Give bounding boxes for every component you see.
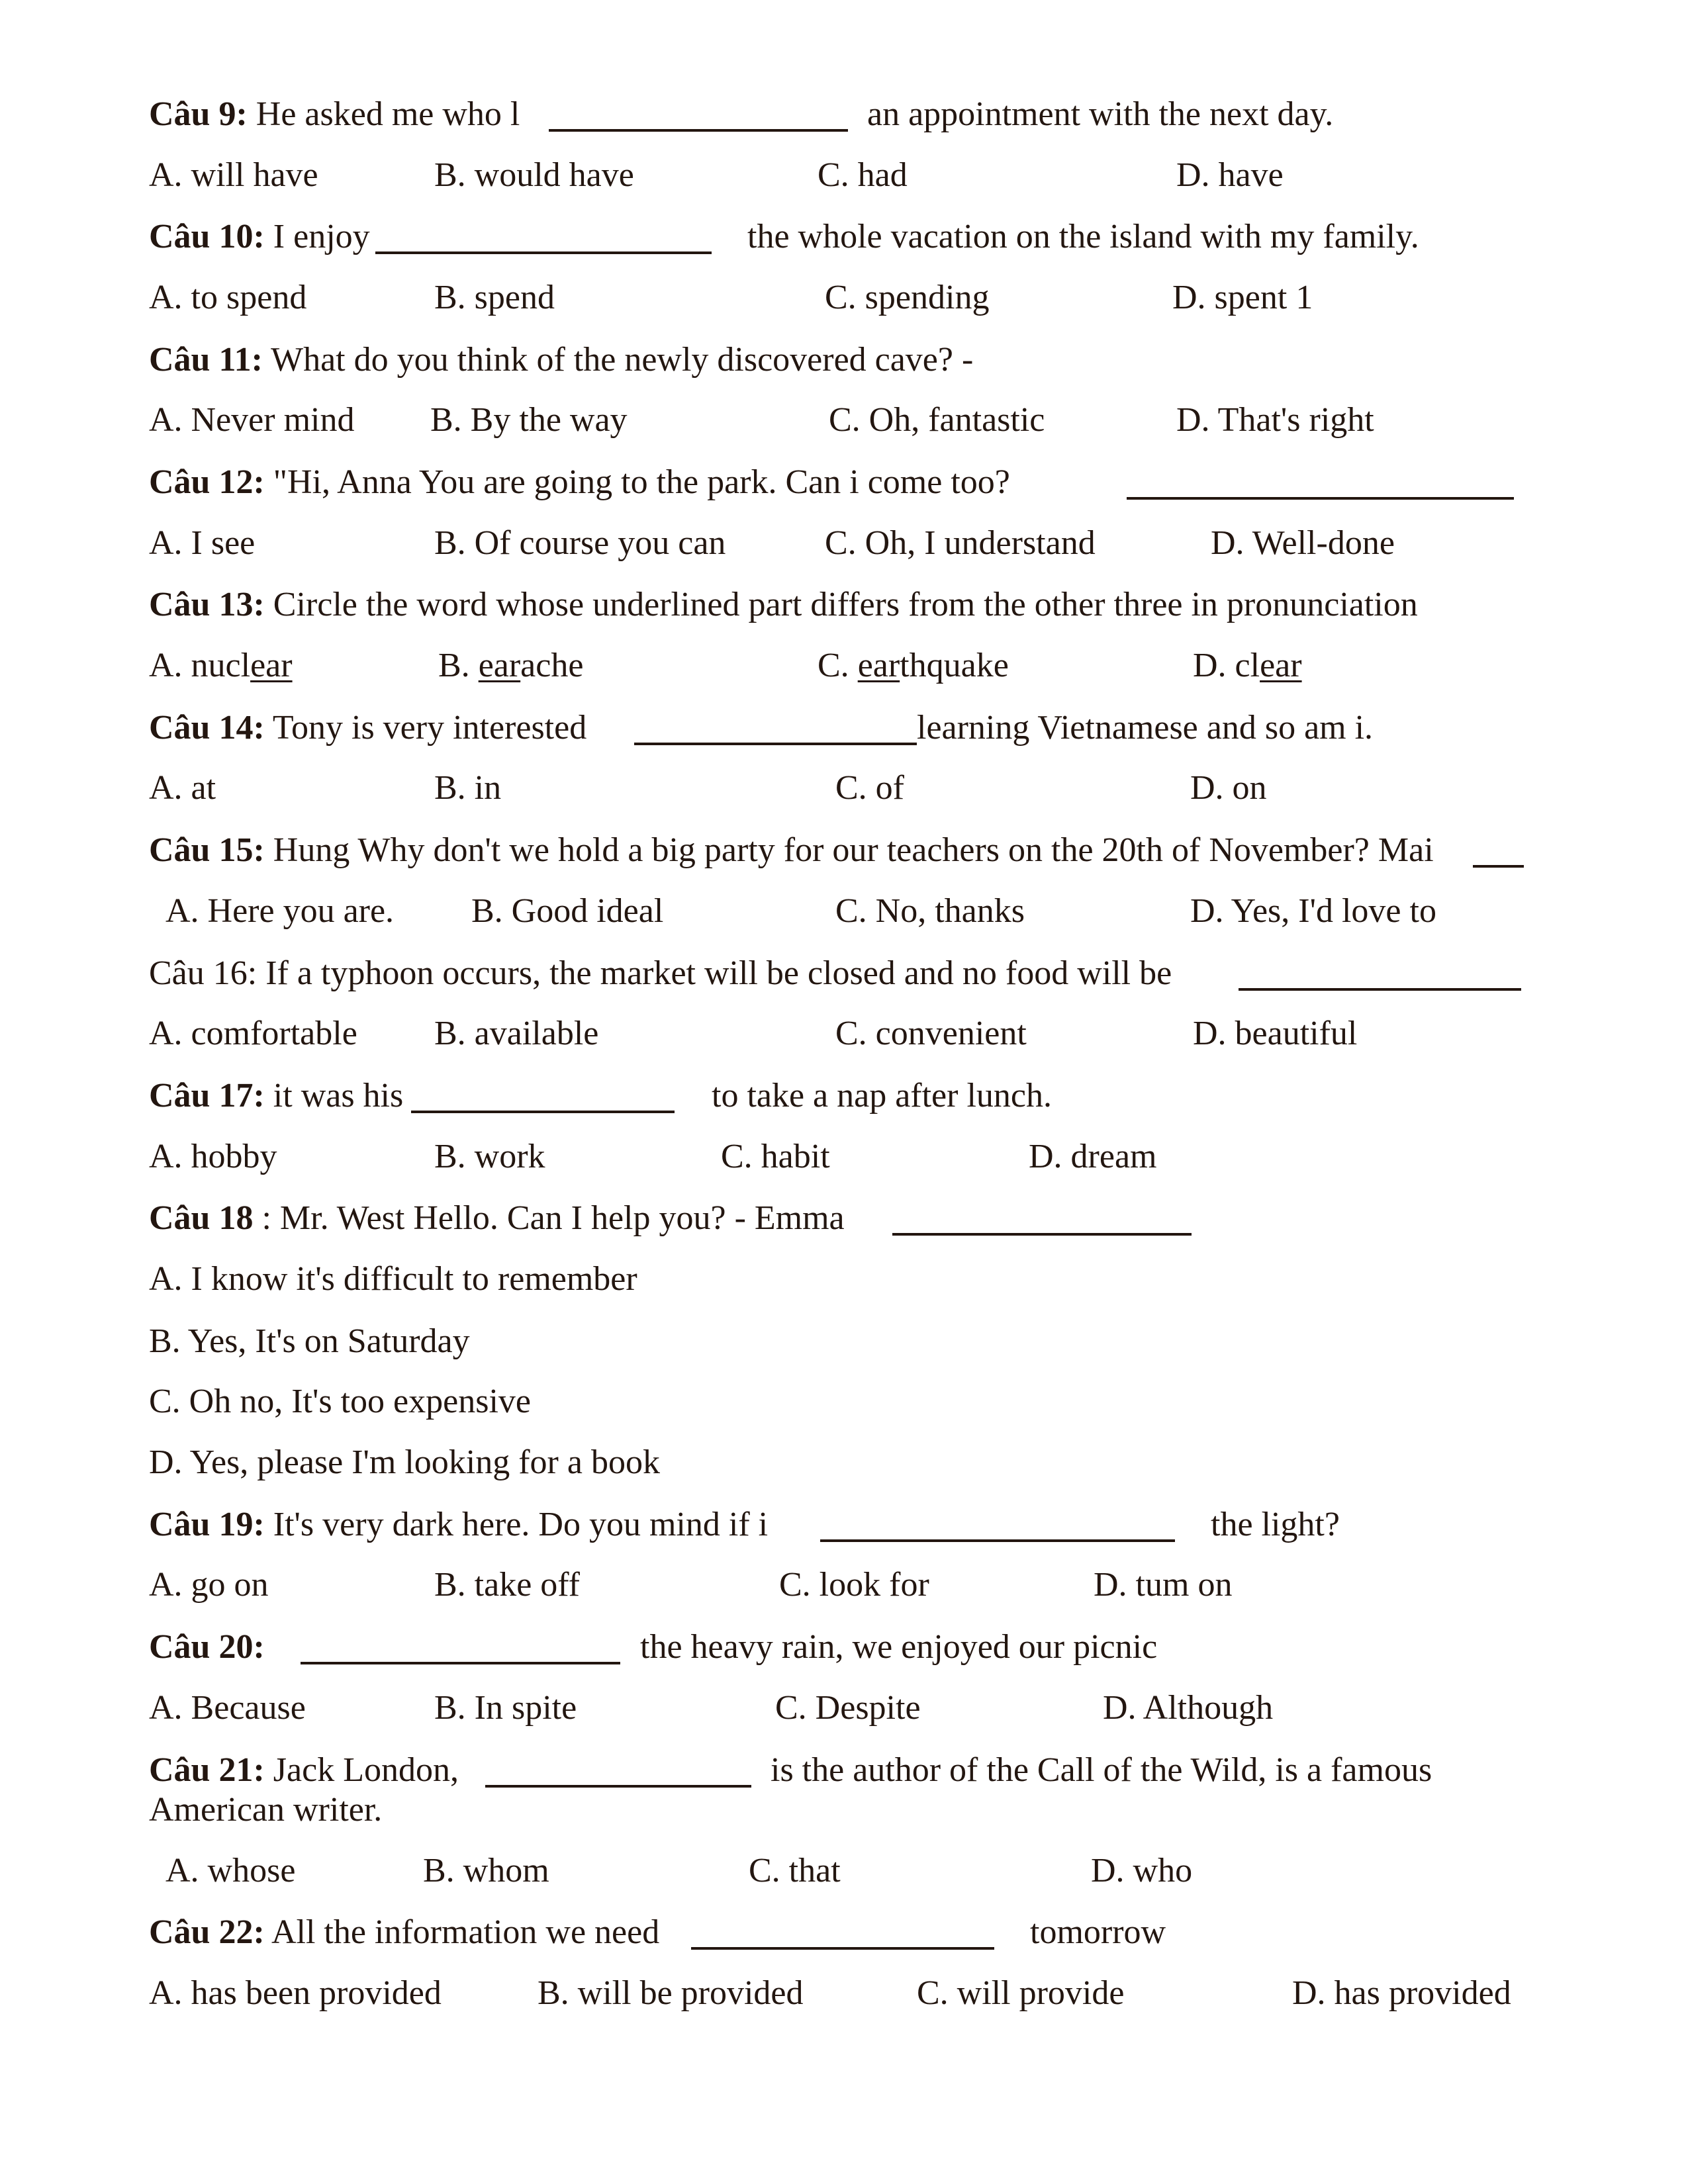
- question-number: Câu 10:: [149, 218, 265, 255]
- question-text: American writer.: [149, 1791, 383, 1829]
- question-number: Câu 19:: [149, 1506, 265, 1543]
- answer-blank[interactable]: [485, 1785, 751, 1788]
- question-stem-21: [149, 1751, 459, 1790]
- question-number: Câu 16:: [149, 954, 258, 992]
- answer-option[interactable]: C. Oh, I understand: [825, 524, 1096, 562]
- answer-blank[interactable]: [1473, 865, 1524, 868]
- question-number: Câu 15:: [149, 831, 265, 869]
- question-text: It's very dark here. Do you mind if i: [273, 1506, 769, 1543]
- answer-option[interactable]: D. who: [1091, 1852, 1193, 1889]
- answer-option[interactable]: A. I know it's difficult to remember: [149, 1260, 637, 1298]
- question-number: Câu 14:: [149, 709, 265, 747]
- question-text: learning Vietnamese and so am i.: [917, 709, 1374, 747]
- answer-blank[interactable]: [892, 1233, 1192, 1236]
- question-stem-22: [1030, 1913, 1166, 1952]
- question-stem-21: [149, 1790, 382, 1830]
- answer-option[interactable]: D. Although: [1103, 1689, 1274, 1727]
- answer-option[interactable]: B. By the way: [430, 401, 628, 439]
- question-stem-15: [149, 831, 1434, 870]
- underlined-part: ear: [478, 647, 521, 684]
- question-text: : Mr. West Hello. Can I help you? - Emma: [261, 1199, 845, 1237]
- answer-option[interactable]: D. have: [1176, 156, 1284, 194]
- answer-option[interactable]: B. Good ideal: [471, 892, 664, 930]
- question-text: an appointment with the next day.: [867, 95, 1334, 133]
- question-stem-12: [149, 463, 1010, 502]
- answer-option[interactable]: B. in: [434, 769, 502, 807]
- answer-blank[interactable]: [375, 251, 712, 254]
- question-stem-9: [867, 95, 1333, 134]
- question-stem-19: [1211, 1505, 1340, 1545]
- answer-option[interactable]: B. will be provided: [538, 1974, 804, 2012]
- answer-option[interactable]: A. whose: [165, 1852, 296, 1889]
- answer-option[interactable]: D. beautiful: [1193, 1015, 1358, 1052]
- answer-option[interactable]: D. dream: [1029, 1138, 1157, 1175]
- answer-blank[interactable]: [549, 129, 848, 132]
- answer-option[interactable]: B. spend: [434, 279, 555, 316]
- answer-option[interactable]: C. that: [749, 1852, 841, 1889]
- answer-option[interactable]: D. tum on: [1094, 1566, 1233, 1604]
- answer-option[interactable]: [818, 646, 1009, 686]
- question-number: Câu 13:: [149, 586, 265, 623]
- question-text: I enjoy: [273, 218, 370, 255]
- answer-option[interactable]: D. Yes, please I'm looking for a book: [149, 1443, 660, 1481]
- question-number: Câu 20:: [149, 1628, 265, 1666]
- question-stem-20: [640, 1627, 1157, 1667]
- question-text: to take a nap after lunch.: [712, 1077, 1052, 1115]
- question-text: All the information we need: [271, 1913, 660, 1951]
- answer-option[interactable]: A. will have: [149, 156, 318, 194]
- answer-blank[interactable]: [691, 1947, 994, 1950]
- answer-option[interactable]: B. Of course you can: [434, 524, 726, 562]
- option-text: ache: [520, 647, 584, 684]
- underlined-part: ear: [857, 647, 900, 684]
- question-text: the heavy rain, we enjoyed our picnic: [640, 1628, 1158, 1666]
- question-number: Câu 22:: [149, 1913, 265, 1951]
- underlined-part: ear: [1260, 647, 1302, 684]
- question-stem-11: [149, 340, 973, 380]
- answer-option[interactable]: A. at: [149, 769, 216, 807]
- answer-option[interactable]: A. has been provided: [149, 1974, 442, 2012]
- answer-option[interactable]: A. hobby: [149, 1138, 277, 1175]
- answer-option[interactable]: A. Because: [149, 1689, 306, 1727]
- answer-option[interactable]: C. of: [835, 769, 904, 807]
- answer-option[interactable]: A. I see: [149, 524, 256, 562]
- question-number: Câu 18: [149, 1199, 254, 1237]
- answer-option[interactable]: D. Well-done: [1211, 524, 1395, 562]
- question-number: Câu 9:: [149, 95, 248, 133]
- answer-option[interactable]: C. Despite: [775, 1689, 921, 1727]
- answer-option[interactable]: B. would have: [434, 156, 634, 194]
- answer-blank[interactable]: [820, 1539, 1175, 1542]
- answer-option[interactable]: C. No, thanks: [835, 892, 1025, 930]
- answer-option[interactable]: [438, 646, 583, 686]
- answer-option[interactable]: D. That's right: [1176, 401, 1374, 439]
- question-stem-17: [149, 1076, 403, 1116]
- question-stem-18: [149, 1199, 845, 1238]
- answer-option[interactable]: [149, 646, 293, 686]
- option-text: D. cl: [1193, 647, 1260, 684]
- question-text: the whole vacation on the island with my family.: [747, 218, 1419, 255]
- answer-option[interactable]: C. Oh, fantastic: [829, 401, 1045, 439]
- answer-blank[interactable]: [1239, 988, 1521, 991]
- answer-option[interactable]: B. Yes, It's on Saturday: [149, 1322, 470, 1360]
- answer-option[interactable]: B. In spite: [434, 1689, 577, 1727]
- question-text: He asked me who l: [256, 95, 520, 133]
- question-number: Câu 11:: [149, 341, 263, 379]
- answer-blank[interactable]: [301, 1662, 620, 1664]
- question-stem-17: [712, 1076, 1052, 1116]
- answer-option[interactable]: A. comfortable: [149, 1015, 357, 1052]
- answer-option[interactable]: D. on: [1190, 769, 1267, 807]
- question-text: Hung Why don't we hold a big party for our teachers on the 20th of November? Mai: [273, 831, 1434, 869]
- answer-blank[interactable]: [411, 1111, 675, 1113]
- answer-option[interactable]: [1193, 646, 1302, 686]
- question-stem-9: [149, 95, 520, 134]
- option-text: thquake: [900, 647, 1009, 684]
- question-text: is the author of the Call of the Wild, is a famous: [771, 1751, 1432, 1789]
- answer-option[interactable]: D. has provided: [1292, 1974, 1511, 2012]
- question-stem-19: [149, 1505, 768, 1545]
- answer-option[interactable]: D. spent 1: [1172, 279, 1313, 316]
- question-stem-10: [747, 217, 1419, 257]
- question-stem-14: [149, 708, 586, 748]
- answer-option[interactable]: C. spending: [825, 279, 990, 316]
- answer-option[interactable]: C. look for: [779, 1566, 929, 1604]
- question-stem-20: [149, 1627, 265, 1667]
- option-text: B.: [438, 647, 479, 684]
- question-text: Circle the word whose underlined part differs from the other three in pronunciation: [273, 586, 1418, 623]
- answer-blank[interactable]: [634, 743, 917, 745]
- question-stem-10: [149, 217, 370, 257]
- question-text: "Hi, Anna You are going to the park. Can i come too?: [273, 463, 1010, 501]
- answer-option[interactable]: B. available: [434, 1015, 599, 1052]
- question-stem-13: [149, 585, 1418, 625]
- question-number: Câu 12:: [149, 463, 265, 501]
- answer-option[interactable]: D. Yes, I'd love to: [1190, 892, 1436, 930]
- question-stem-22: [149, 1913, 659, 1952]
- question-text: What do you think of the newly discovered cave? -: [270, 341, 974, 379]
- question-stem-21: [771, 1751, 1432, 1790]
- question-number: Câu 17:: [149, 1077, 265, 1115]
- answer-blank[interactable]: [1127, 497, 1514, 500]
- answer-option[interactable]: A. to spend: [149, 279, 307, 316]
- option-text: C.: [818, 647, 858, 684]
- answer-option[interactable]: B. work: [434, 1138, 545, 1175]
- question-stem-16: [149, 954, 1172, 993]
- question-text: If a typhoon occurs, the market will be closed and no food will be: [265, 954, 1172, 992]
- question-stem-14: [917, 708, 1373, 748]
- question-text: the light?: [1211, 1506, 1340, 1543]
- question-text: it was his: [273, 1077, 404, 1115]
- answer-option[interactable]: C. convenient: [835, 1015, 1027, 1052]
- answer-option[interactable]: C. Oh no, It's too expensive: [149, 1383, 531, 1420]
- answer-option[interactable]: C. habit: [721, 1138, 830, 1175]
- question-text: Tony is very interested: [272, 709, 587, 747]
- underlined-part: ear: [250, 647, 293, 684]
- answer-option[interactable]: C. had: [818, 156, 908, 194]
- answer-option[interactable]: A. go on: [149, 1566, 269, 1604]
- question-number: Câu 21:: [149, 1751, 265, 1789]
- answer-option[interactable]: B. take off: [434, 1566, 580, 1604]
- question-text: Jack London,: [273, 1751, 459, 1789]
- answer-option[interactable]: A. Here you are.: [165, 892, 395, 930]
- question-text: tomorrow: [1030, 1913, 1166, 1951]
- answer-option[interactable]: B. whom: [423, 1852, 549, 1889]
- option-text: A. nucl: [149, 647, 251, 684]
- answer-option[interactable]: A. Never mind: [149, 401, 355, 439]
- answer-option[interactable]: C. will provide: [917, 1974, 1125, 2012]
